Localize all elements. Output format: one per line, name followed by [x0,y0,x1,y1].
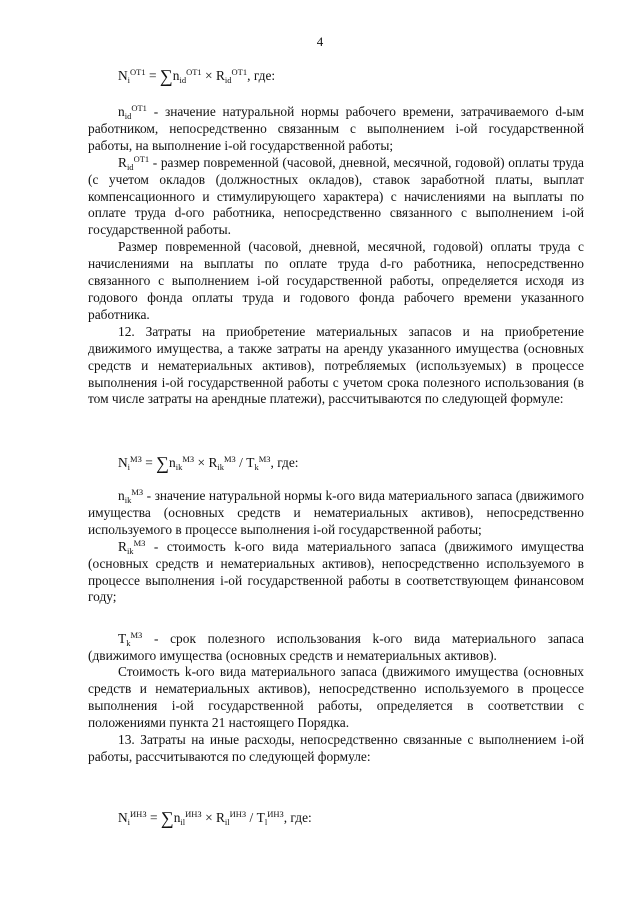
formula-subscript: id [179,75,187,85]
formula-symbol: n [172,68,180,83]
section-material-definitions [88,488,584,606]
paragraph-nik [88,488,584,539]
term-symbol: R [118,154,127,170]
formula-operator: × [197,455,206,470]
formula-subscript: l [264,817,268,827]
formula-superscript: ИНЗ [185,809,202,819]
formula-superscript: ОТ1 [186,67,202,77]
paragraph-rid [88,155,584,240]
paragraph-tk [88,631,584,665]
paragraph-item-13: 13. Затраты на иные расходы, непосредственно связанные с выполнением i-ой работы, рассчитываются по следующей формуле: [88,731,584,764]
formula-superscript: ИНЗ [130,809,147,819]
paragraph-wage-size: Размер повременной (часовой, дневной, месячной, годовой) оплаты труда с начислениями на выплаты по оплате труда d-го работника, непосредственно связанного с выполнением i-ой государственной работы, определяется исходя из годового фонда оплаты труда и годового фонда рабочего времени указанного работника. [88,239,584,322]
paragraph-text: - размер повременной (часовой, дневной, месячной, годовой) оплаты труда (с учетом окладов (должностных окладов), ставок заработной платы, выплат компенсационного и стимулирующего характера) с начислениями на выплаты по оплате труда d-ого работника, непосредственно связанного с выполнением i-ой государственной работы. [88,154,584,238]
formula-subscript: i [127,75,131,85]
formula-symbol: R [215,810,225,825]
formula-subscript: i [127,462,131,472]
paragraph-item-12: 12. Затраты на приобретение материальных запасов и на приобретение движимого имущества, а также затраты на аренду указанного имущества (основных средств и нематериальных активов), потребляемых (используемых) в процессе выполнения i-ой государственной работы с учетом срока полезного использования (в том числе затраты на арендные платежи), рассчитываются по следующей формуле: [88,323,584,407]
formula-other-costs [118,806,312,827]
term-symbol: n [118,104,125,119]
formula-subscript: i [127,817,131,827]
formula-symbol: N [118,68,128,83]
superscript: МЗ [130,630,143,640]
formula-tail: , где: [270,455,299,470]
formula-operator: × [205,68,213,83]
formula-symbol: n [173,810,181,825]
sum-sign: ∑ [160,808,174,828]
formula-subscript: ik [217,462,224,472]
formula-superscript: МЗ [224,454,236,464]
formula-subscript: il [180,817,186,827]
page-number: 4 [316,34,324,49]
formula-subscript: k [254,462,259,472]
section-material-term [88,631,584,665]
formula-superscript: ОТ1 [130,67,146,77]
formula-operator: = [149,810,158,825]
superscript: ОТ1 [131,103,147,113]
formula-subscript: ik [175,462,183,472]
formula-material-stock [118,451,299,472]
superscript: ОТ1 [133,153,150,164]
formula-tail: , где: [283,810,312,825]
formula-operator: × [205,810,213,825]
formula-operator: = [149,68,157,83]
paragraph-material-cost: Стоимость k-ого вида материального запаса (движимого имущества (основных средств и нематериальных активов), непосредственно используемого в процессе выполнения i-ой государственной работы, определяется в соответствии с положениями пункта 21 настоящего Порядка. [88,664,584,730]
paragraph-rik [88,539,584,607]
paragraph-text: - значение натуральной нормы рабочего времени, затрачиваемого d-ым работником, непосредственно связанным с выполнением i-ой государственной работы, на выполнение i-ой государственной работы; [88,104,584,153]
subscript: k [126,638,131,648]
formula-operator: / [246,810,257,825]
superscript: МЗ [133,537,146,548]
section-labor-definitions [88,104,584,408]
sum-sign: ∑ [156,453,169,473]
formula-tail: , где: [247,68,276,83]
subscript: ik [124,495,132,505]
formula-operator: / [235,455,247,470]
formula-symbol: n [169,455,176,470]
term-symbol: n [118,488,125,503]
paragraph-text: - стоимость k-ого вида материального запаса (движимого имущества (основных средств и нематериальных активов), непосредственно используемого в процессе выполнения i-ой государственной работы в соответствующем финансовом году; [88,538,584,605]
formula-symbol: N [118,455,128,470]
formula-symbol: T [246,455,255,470]
paragraph-text: - значение натуральной нормы k-ого вида материального запаса (движимого имущества (основных средств и нематериальных активов), непосредственно используемого в процессе выполнения i-ой государственной работы; [88,488,584,537]
formula-symbol: R [208,455,218,470]
formula-symbol: R [215,68,225,83]
formula-operator: = [145,455,153,470]
formula-superscript: МЗ [182,454,195,464]
sum-sign: ∑ [159,66,173,86]
paragraph-nid [88,104,584,155]
formula-superscript: МЗ [258,454,271,464]
formula-subscript: il [224,817,230,827]
subscript: id [126,161,134,172]
paragraph-text: - срок полезного использования k-ого вида материального запаса (движимого имущества (основных средств и нематериальных активов). [88,631,584,663]
subscript: id [124,111,132,121]
subscript: ik [126,545,134,556]
formula-labor-cost [118,64,275,85]
formula-superscript: ИНЗ [267,809,284,819]
section-material-cost [88,664,584,765]
term-symbol: R [118,538,127,554]
formula-symbol: T [256,810,265,825]
superscript: МЗ [131,487,144,497]
formula-superscript: МЗ [130,454,142,464]
term-symbol: T [118,631,127,646]
formula-symbol: N [118,810,128,825]
formula-subscript: id [224,75,232,85]
formula-superscript: ИНЗ [229,809,247,819]
formula-superscript: ОТ1 [231,67,248,77]
